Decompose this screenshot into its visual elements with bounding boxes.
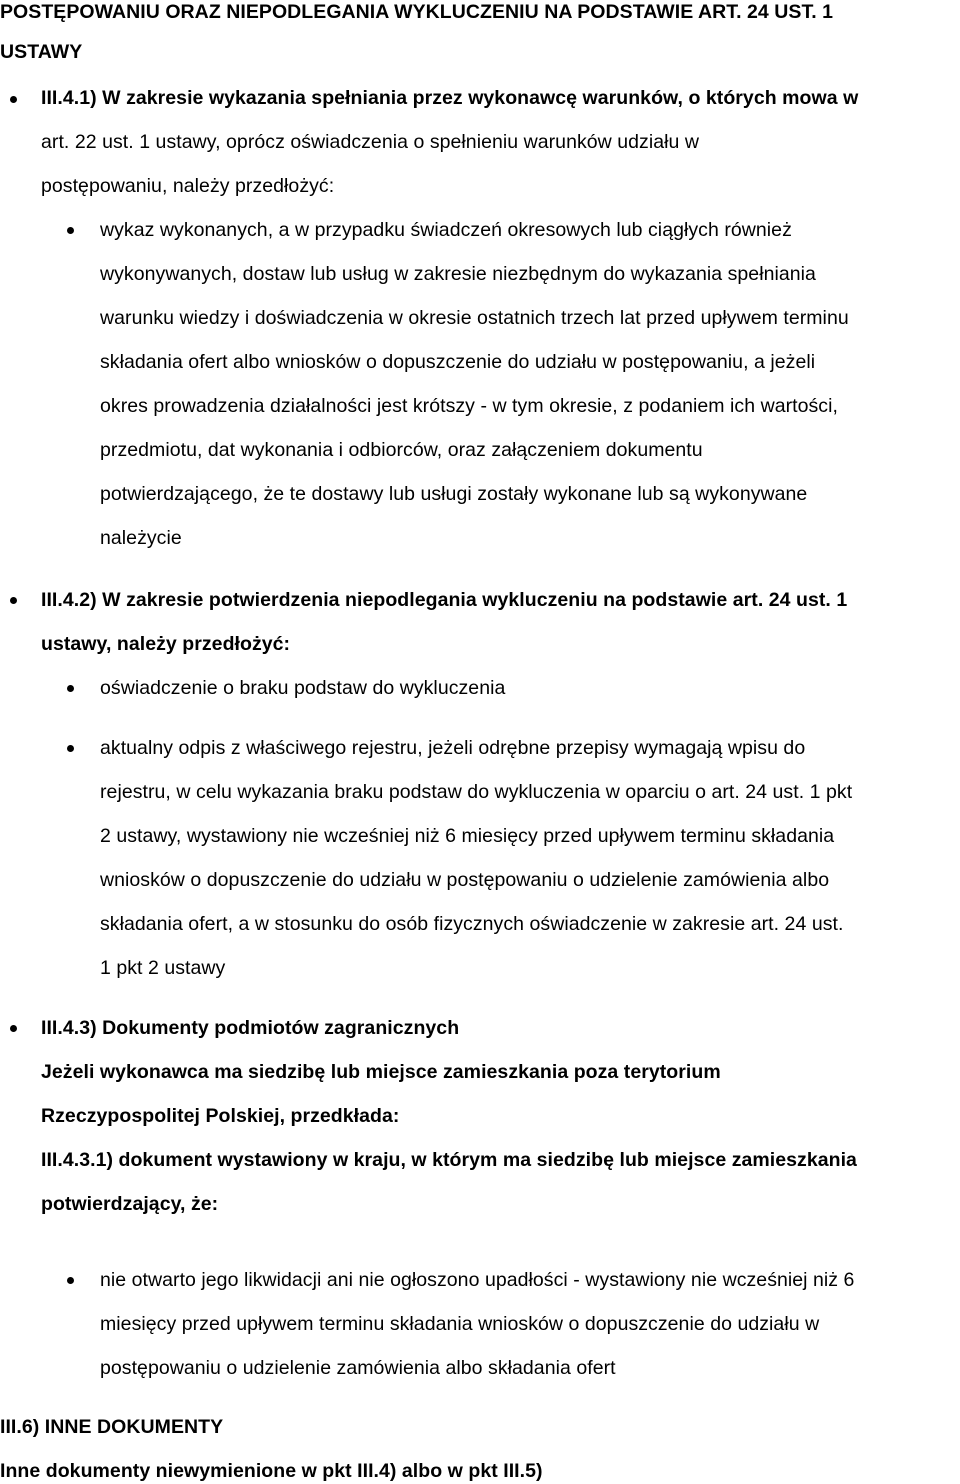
bullet-icon bbox=[67, 685, 74, 692]
section-6-heading: III.6) INNE DOKUMENTY bbox=[0, 1416, 224, 1438]
section-4-3-1-line-1: III.4.3.1) dokument wystawiony w kraju, w którym ma siedzibę lub miejsce zamieszkania bbox=[41, 1149, 857, 1171]
item-4-3-1-line-2: miesięcy przed upływem terminu składania wniosków o dopuszczenie do udziału w bbox=[100, 1313, 820, 1335]
item-4-1-1-line-8: należycie bbox=[100, 527, 182, 549]
bullet-icon bbox=[67, 745, 74, 752]
section-4-3-1-line-2: potwierdzający, że: bbox=[41, 1193, 219, 1215]
section-4-1-heading-line-1 bbox=[41, 86, 858, 110]
section-4-1-heading-line-2: art. 22 ust. 1 ustawy, oprócz oświadczenia o spełnieniu warunków udziału w bbox=[41, 131, 700, 153]
header-line-1: POSTĘPOWANIU ORAZ NIEPODLEGANIA WYKLUCZENIU NA PODSTAWIE ART. 24 UST. 1 bbox=[0, 1, 834, 23]
item-4-2-1: oświadczenie o braku podstaw do wykluczenia bbox=[100, 677, 506, 699]
header-line-2: USTAWY bbox=[0, 41, 83, 63]
section-4-3-intro-line-1: Jeżeli wykonawca ma siedzibę lub miejsce zamieszkania poza terytorium bbox=[41, 1061, 721, 1083]
item-4-1-1-line-2: wykonywanych, dostaw lub usług w zakresie niezbędnym do wykazania spełniania bbox=[100, 263, 816, 285]
section-4-3-heading: III.4.3) Dokumenty podmiotów zagranicznych bbox=[41, 1017, 460, 1039]
item-4-2-2-line-6: 1 pkt 2 ustawy bbox=[100, 957, 226, 979]
section-4-3-intro-line-2: Rzeczypospolitej Polskiej, przedkłada: bbox=[41, 1105, 400, 1127]
bullet-icon bbox=[67, 1277, 74, 1284]
item-4-1-1-line-1: wykaz wykonanych, a w przypadku świadczeń okresowych lub ciągłych również bbox=[100, 219, 792, 241]
item-4-2-2-line-3: 2 ustawy, wystawiony nie wcześniej niż 6 miesięcy przed upływem terminu składania bbox=[100, 825, 835, 847]
item-4-2-2-line-4: wniosków o dopuszczenie do udziału w postępowaniu o udzielenie zamówienia albo bbox=[100, 869, 830, 891]
section-4-2-heading-line-1: III.4.2) W zakresie potwierdzenia niepodlegania wykluczeniu na podstawie art. 24 ust. 1 bbox=[41, 589, 848, 611]
bullet-icon bbox=[10, 1025, 17, 1032]
bullet-icon bbox=[10, 96, 17, 103]
item-4-1-1-line-4: składania ofert albo wniosków o dopuszczenie do udziału w postępowaniu, a jeżeli bbox=[100, 351, 816, 373]
bullet-icon bbox=[10, 597, 17, 604]
section-4-1-heading-text: III.4.1) W zakresie wykazania spełniania przez wykonawcę warunków, o których mowa w bbox=[41, 87, 859, 109]
item-4-2-2-line-2: rejestru, w celu wykazania braku podstaw do wykluczenia w oparciu o art. 24 ust. 1 pkt bbox=[100, 781, 853, 803]
item-4-2-2-line-5: składania ofert, a w stosunku do osób fizycznych oświadczenie w zakresie art. 24 ust. bbox=[100, 913, 844, 935]
section-4-1-heading-line-3: postępowaniu, należy przedłożyć: bbox=[41, 175, 335, 197]
item-4-2-2-line-1: aktualny odpis z właściwego rejestru, jeżeli odrębne przepisy wymagają wpisu do bbox=[100, 737, 806, 759]
item-4-3-1-line-1: nie otwarto jego likwidacji ani nie ogłoszono upadłości - wystawiony nie wcześniej niż 6 bbox=[100, 1269, 855, 1291]
item-4-1-1-line-7: potwierdzającego, że te dostawy lub usługi zostały wykonane lub są wykonywane bbox=[100, 483, 808, 505]
item-4-3-1-line-3: postępowaniu o udzielenie zamówienia albo składania ofert bbox=[100, 1357, 616, 1379]
item-4-1-1-line-5: okres prowadzenia działalności jest krótszy - w tym okresie, z podaniem ich wartości, bbox=[100, 395, 838, 417]
section-4-2-heading-line-2: ustawy, należy przedłożyć: bbox=[41, 633, 291, 655]
bullet-icon bbox=[67, 227, 74, 234]
item-4-1-1-line-3: warunku wiedzy i doświadczenia w okresie ostatnich trzech lat przed upływem terminu bbox=[100, 307, 849, 329]
section-6-text: Inne dokumenty niewymienione w pkt III.4) albo w pkt III.5) bbox=[0, 1460, 543, 1482]
item-4-1-1-line-6: przedmiotu, dat wykonania i odbiorców, oraz załączeniem dokumentu bbox=[100, 439, 703, 461]
